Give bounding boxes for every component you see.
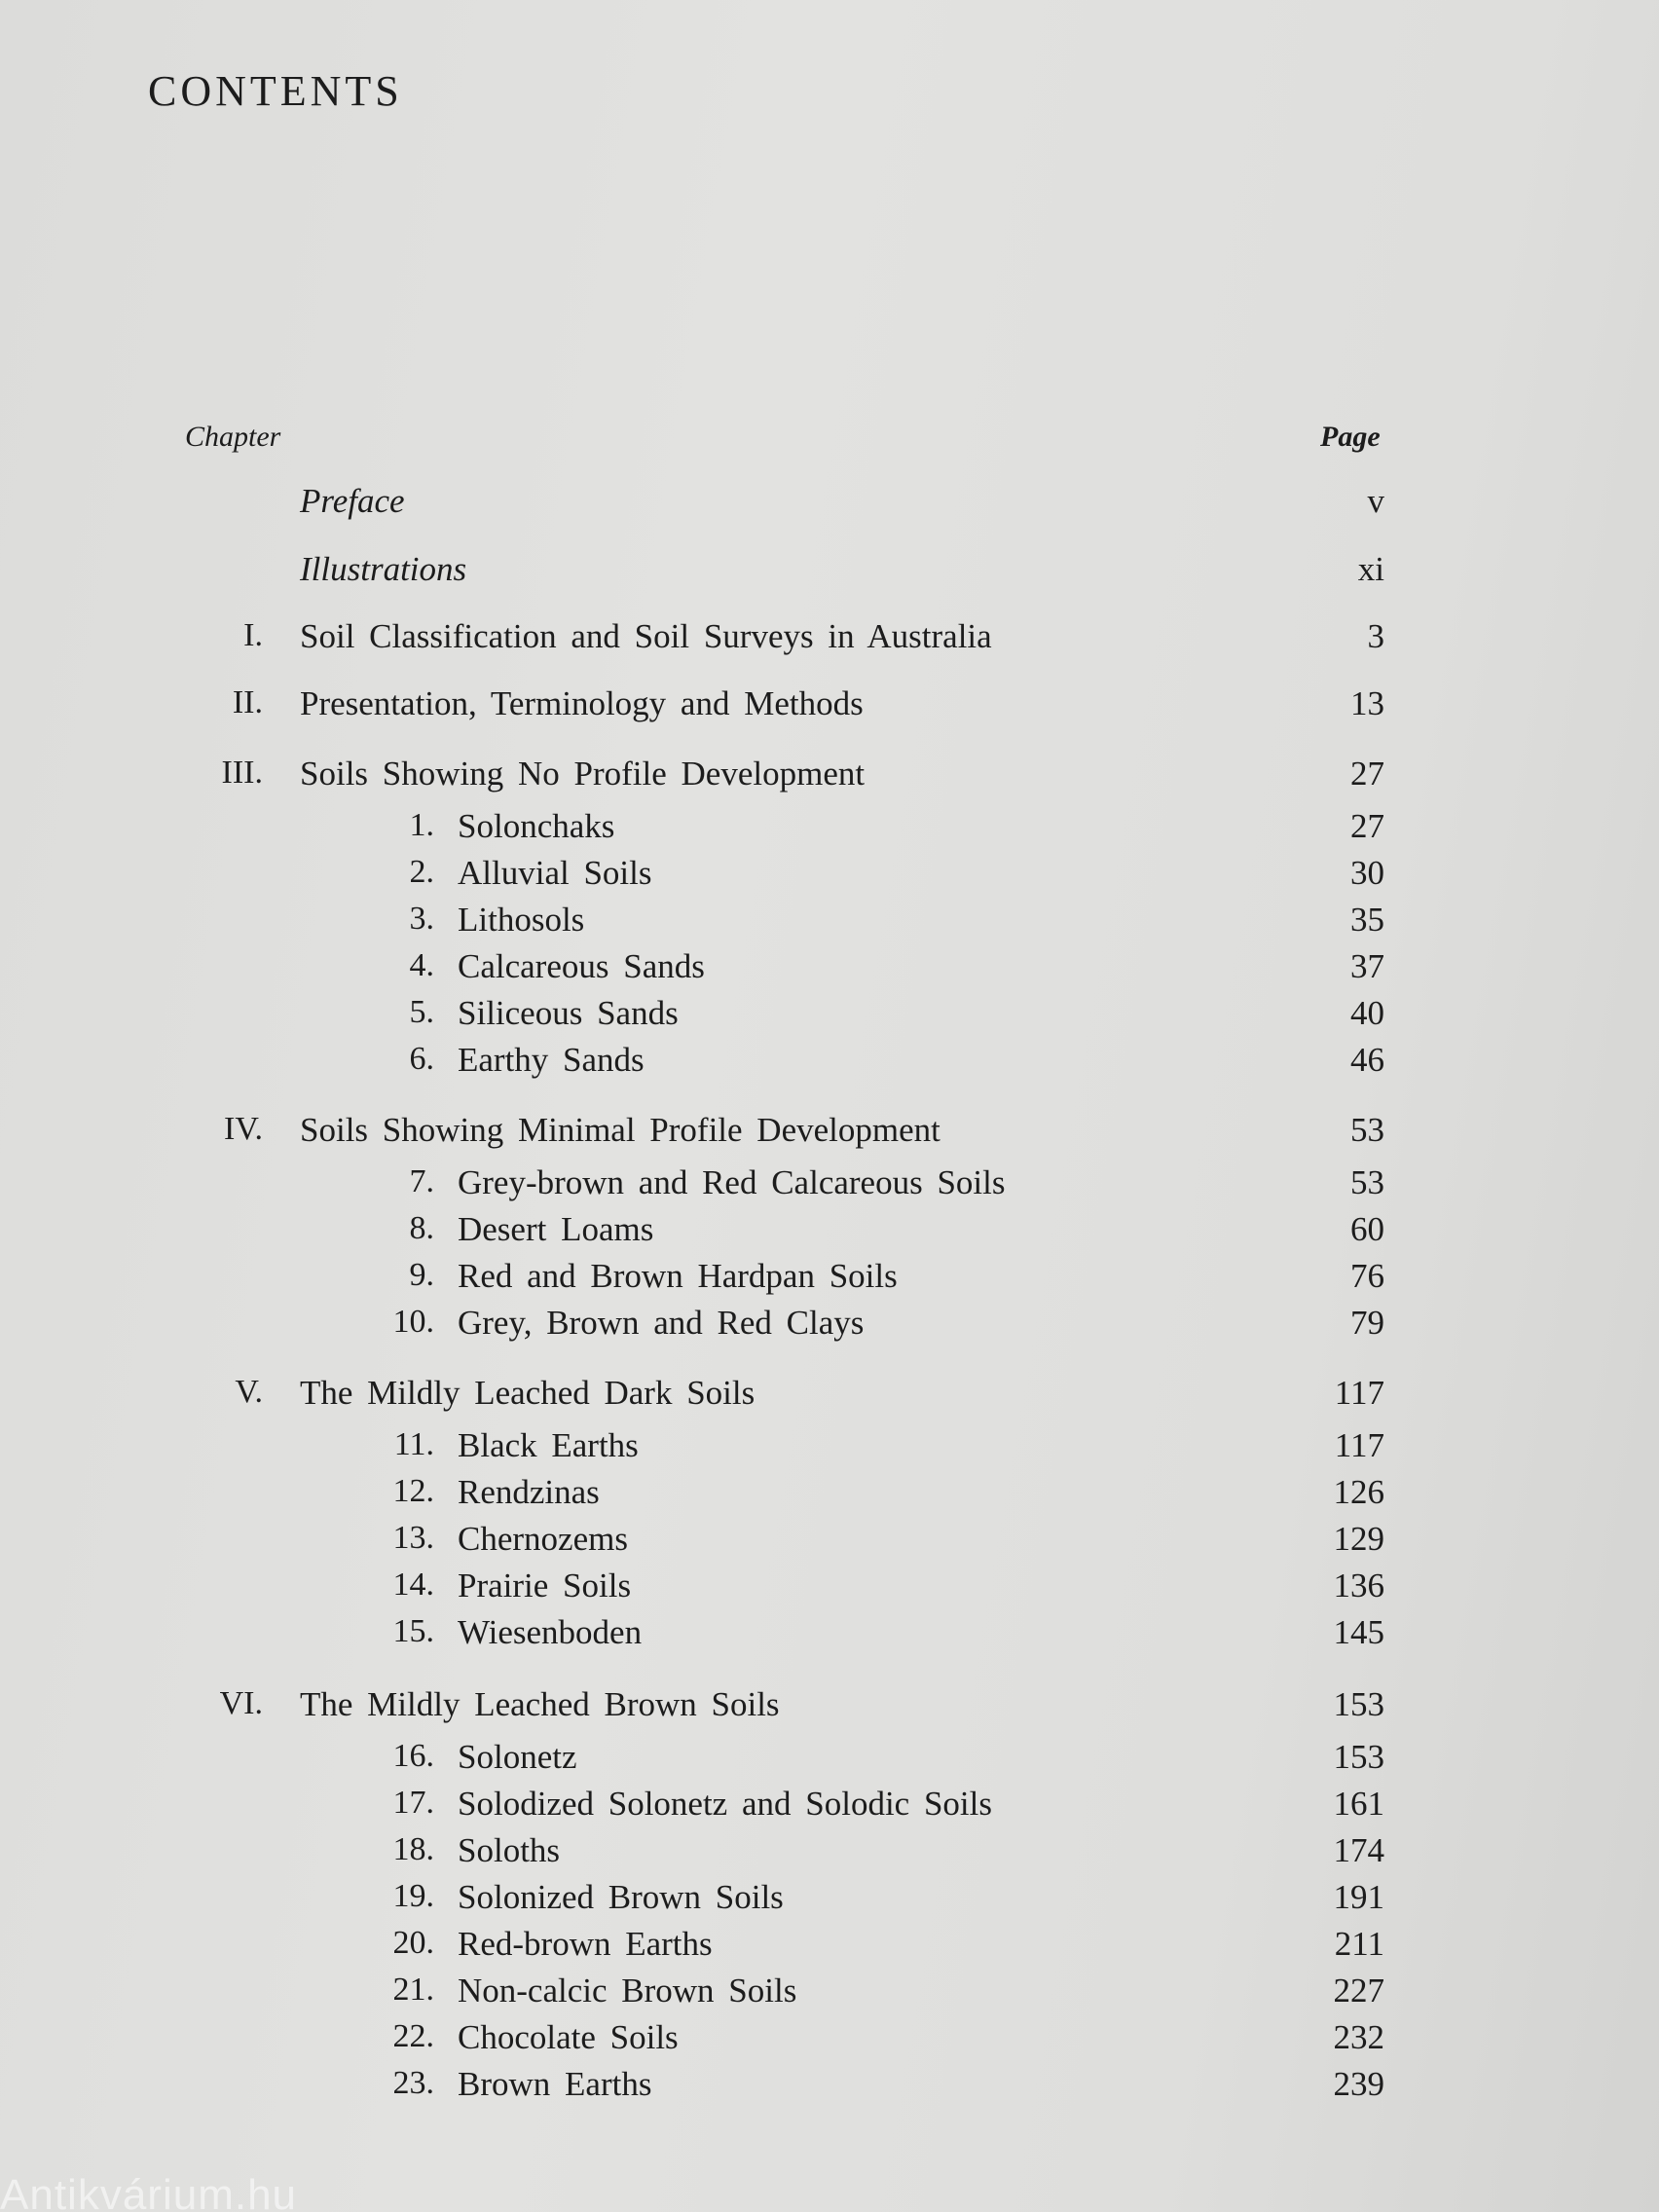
entry-title: Preface bbox=[300, 482, 405, 520]
toc-section bbox=[0, 2018, 1659, 2063]
section-page: 174 bbox=[1333, 1831, 1384, 1869]
section-number: 2. bbox=[409, 854, 434, 890]
chapter-column-label: Chapter bbox=[185, 421, 281, 453]
section-page: 40 bbox=[1350, 994, 1384, 1032]
section-title: Red and Brown Hardpan Soils bbox=[458, 1257, 898, 1295]
chapter-title: The Mildly Leached Brown Soils bbox=[300, 1685, 780, 1723]
section-title: Lithosols bbox=[458, 901, 585, 939]
watermark: Antikvárium.hu bbox=[0, 2171, 298, 2212]
section-page: 211 bbox=[1334, 1925, 1384, 1963]
section-number: 18. bbox=[392, 1831, 434, 1867]
section-title: Solonchaks bbox=[458, 807, 615, 845]
entry-page: xi bbox=[1357, 550, 1384, 588]
section-number: 20. bbox=[392, 1925, 434, 1961]
section-title: Brown Earths bbox=[458, 2065, 652, 2103]
toc-section bbox=[0, 1473, 1659, 1518]
section-number: 7. bbox=[409, 1163, 434, 1199]
page-column-label: Page bbox=[1320, 421, 1381, 453]
toc-section bbox=[0, 947, 1659, 992]
toc-section bbox=[0, 1613, 1659, 1658]
section-page: 232 bbox=[1333, 2018, 1384, 2056]
section-title: Wiesenboden bbox=[458, 1613, 643, 1651]
toc-section bbox=[0, 1785, 1659, 1829]
chapter-page: 27 bbox=[1350, 755, 1384, 793]
toc-chapter bbox=[0, 617, 1659, 662]
section-page: 191 bbox=[1333, 1878, 1384, 1916]
section-page: 37 bbox=[1350, 947, 1384, 985]
toc-section bbox=[0, 1972, 1659, 2016]
section-number: 19. bbox=[392, 1878, 434, 1914]
section-number: 9. bbox=[409, 1257, 434, 1293]
toc-chapter bbox=[0, 755, 1659, 799]
toc-section bbox=[0, 1567, 1659, 1611]
section-title: Non-calcic Brown Soils bbox=[458, 1972, 797, 2009]
toc-section bbox=[0, 901, 1659, 945]
toc-section bbox=[0, 2065, 1659, 2110]
chapter-numeral: V. bbox=[235, 1374, 263, 1410]
toc-entry-preface bbox=[0, 482, 1659, 527]
section-page: 46 bbox=[1350, 1041, 1384, 1079]
section-number: 15. bbox=[392, 1613, 434, 1649]
toc-entry-illustrations bbox=[0, 550, 1659, 595]
chapter-page: 153 bbox=[1333, 1685, 1384, 1723]
section-number: 16. bbox=[392, 1738, 434, 1774]
section-page: 239 bbox=[1333, 2065, 1384, 2103]
toc-section bbox=[0, 1878, 1659, 1923]
section-number: 8. bbox=[409, 1210, 434, 1246]
toc-section bbox=[0, 1738, 1659, 1783]
chapter-title: The Mildly Leached Dark Soils bbox=[300, 1374, 756, 1412]
toc-section bbox=[0, 1210, 1659, 1255]
chapter-numeral: II. bbox=[232, 684, 263, 720]
section-title: Solonetz bbox=[458, 1738, 577, 1776]
section-page: 153 bbox=[1333, 1738, 1384, 1776]
section-title: Earthy Sands bbox=[458, 1041, 645, 1079]
section-title: Black Earths bbox=[458, 1426, 639, 1464]
section-page: 227 bbox=[1333, 1972, 1384, 2009]
chapter-numeral: VI. bbox=[219, 1685, 263, 1721]
chapter-page: 3 bbox=[1367, 617, 1384, 655]
section-title: Alluvial Soils bbox=[458, 854, 652, 892]
chapter-numeral: III. bbox=[221, 755, 263, 791]
toc-section bbox=[0, 1257, 1659, 1302]
section-page: 129 bbox=[1333, 1520, 1384, 1558]
entry-title: Illustrations bbox=[300, 550, 467, 588]
toc-chapter bbox=[0, 1111, 1659, 1156]
toc-section bbox=[0, 1426, 1659, 1471]
section-number: 6. bbox=[409, 1041, 434, 1077]
section-number: 10. bbox=[392, 1304, 434, 1340]
toc-chapter bbox=[0, 1685, 1659, 1730]
section-title: Solodized Solonetz and Solodic Soils bbox=[458, 1785, 992, 1823]
section-number: 1. bbox=[409, 807, 434, 843]
section-title: Grey-brown and Red Calcareous Soils bbox=[458, 1163, 1006, 1201]
section-number: 21. bbox=[392, 1972, 434, 2008]
section-number: 23. bbox=[392, 2065, 434, 2101]
section-title: Rendzinas bbox=[458, 1473, 600, 1511]
toc-chapter bbox=[0, 684, 1659, 729]
chapter-page: 117 bbox=[1334, 1374, 1384, 1412]
section-number: 22. bbox=[392, 2018, 434, 2054]
toc-section bbox=[0, 1041, 1659, 1086]
section-page: 117 bbox=[1334, 1426, 1384, 1464]
chapter-title: Soils Showing No Profile Development bbox=[300, 755, 866, 793]
section-title: Calcareous Sands bbox=[458, 947, 705, 985]
chapter-title: Soils Showing Minimal Profile Development bbox=[300, 1111, 940, 1149]
toc-section bbox=[0, 1520, 1659, 1565]
chapter-numeral: I. bbox=[243, 617, 263, 653]
section-title: Desert Loams bbox=[458, 1210, 654, 1248]
section-number: 14. bbox=[392, 1567, 434, 1603]
toc-section bbox=[0, 1163, 1659, 1208]
toc-section bbox=[0, 807, 1659, 852]
section-page: 60 bbox=[1350, 1210, 1384, 1248]
toc-section bbox=[0, 1925, 1659, 1970]
section-title: Chocolate Soils bbox=[458, 2018, 679, 2056]
toc-chapter bbox=[0, 1374, 1659, 1419]
toc-section bbox=[0, 854, 1659, 899]
section-page: 161 bbox=[1333, 1785, 1384, 1823]
toc-section bbox=[0, 1831, 1659, 1876]
section-title: Chernozems bbox=[458, 1520, 628, 1558]
section-number: 17. bbox=[392, 1785, 434, 1821]
section-title: Solonized Brown Soils bbox=[458, 1878, 784, 1916]
entry-page: v bbox=[1367, 482, 1384, 520]
section-page: 35 bbox=[1350, 901, 1384, 939]
toc-section bbox=[0, 994, 1659, 1039]
section-number: 4. bbox=[409, 947, 434, 983]
section-number: 13. bbox=[392, 1520, 434, 1556]
section-page: 126 bbox=[1333, 1473, 1384, 1511]
section-number: 5. bbox=[409, 994, 434, 1030]
section-title: Siliceous Sands bbox=[458, 994, 679, 1032]
section-number: 3. bbox=[409, 901, 434, 937]
section-number: 11. bbox=[393, 1426, 434, 1462]
section-title: Red-brown Earths bbox=[458, 1925, 713, 1963]
section-page: 53 bbox=[1350, 1163, 1384, 1201]
chapter-page: 53 bbox=[1350, 1111, 1384, 1149]
section-page: 30 bbox=[1350, 854, 1384, 892]
chapter-page: 13 bbox=[1350, 684, 1384, 722]
section-title: Soloths bbox=[458, 1831, 561, 1869]
section-page: 79 bbox=[1350, 1304, 1384, 1342]
chapter-numeral: IV. bbox=[224, 1111, 263, 1147]
section-title: Prairie Soils bbox=[458, 1567, 632, 1604]
chapter-title: Presentation, Terminology and Methods bbox=[300, 684, 864, 722]
section-title: Grey, Brown and Red Clays bbox=[458, 1304, 865, 1342]
chapter-title: Soil Classification and Soil Surveys in Australia bbox=[300, 617, 992, 655]
section-page: 27 bbox=[1350, 807, 1384, 845]
section-number: 12. bbox=[392, 1473, 434, 1509]
section-page: 145 bbox=[1333, 1613, 1384, 1651]
contents-heading: CONTENTS bbox=[148, 67, 403, 115]
section-page: 136 bbox=[1333, 1567, 1384, 1604]
section-page: 76 bbox=[1350, 1257, 1384, 1295]
toc-section bbox=[0, 1304, 1659, 1348]
